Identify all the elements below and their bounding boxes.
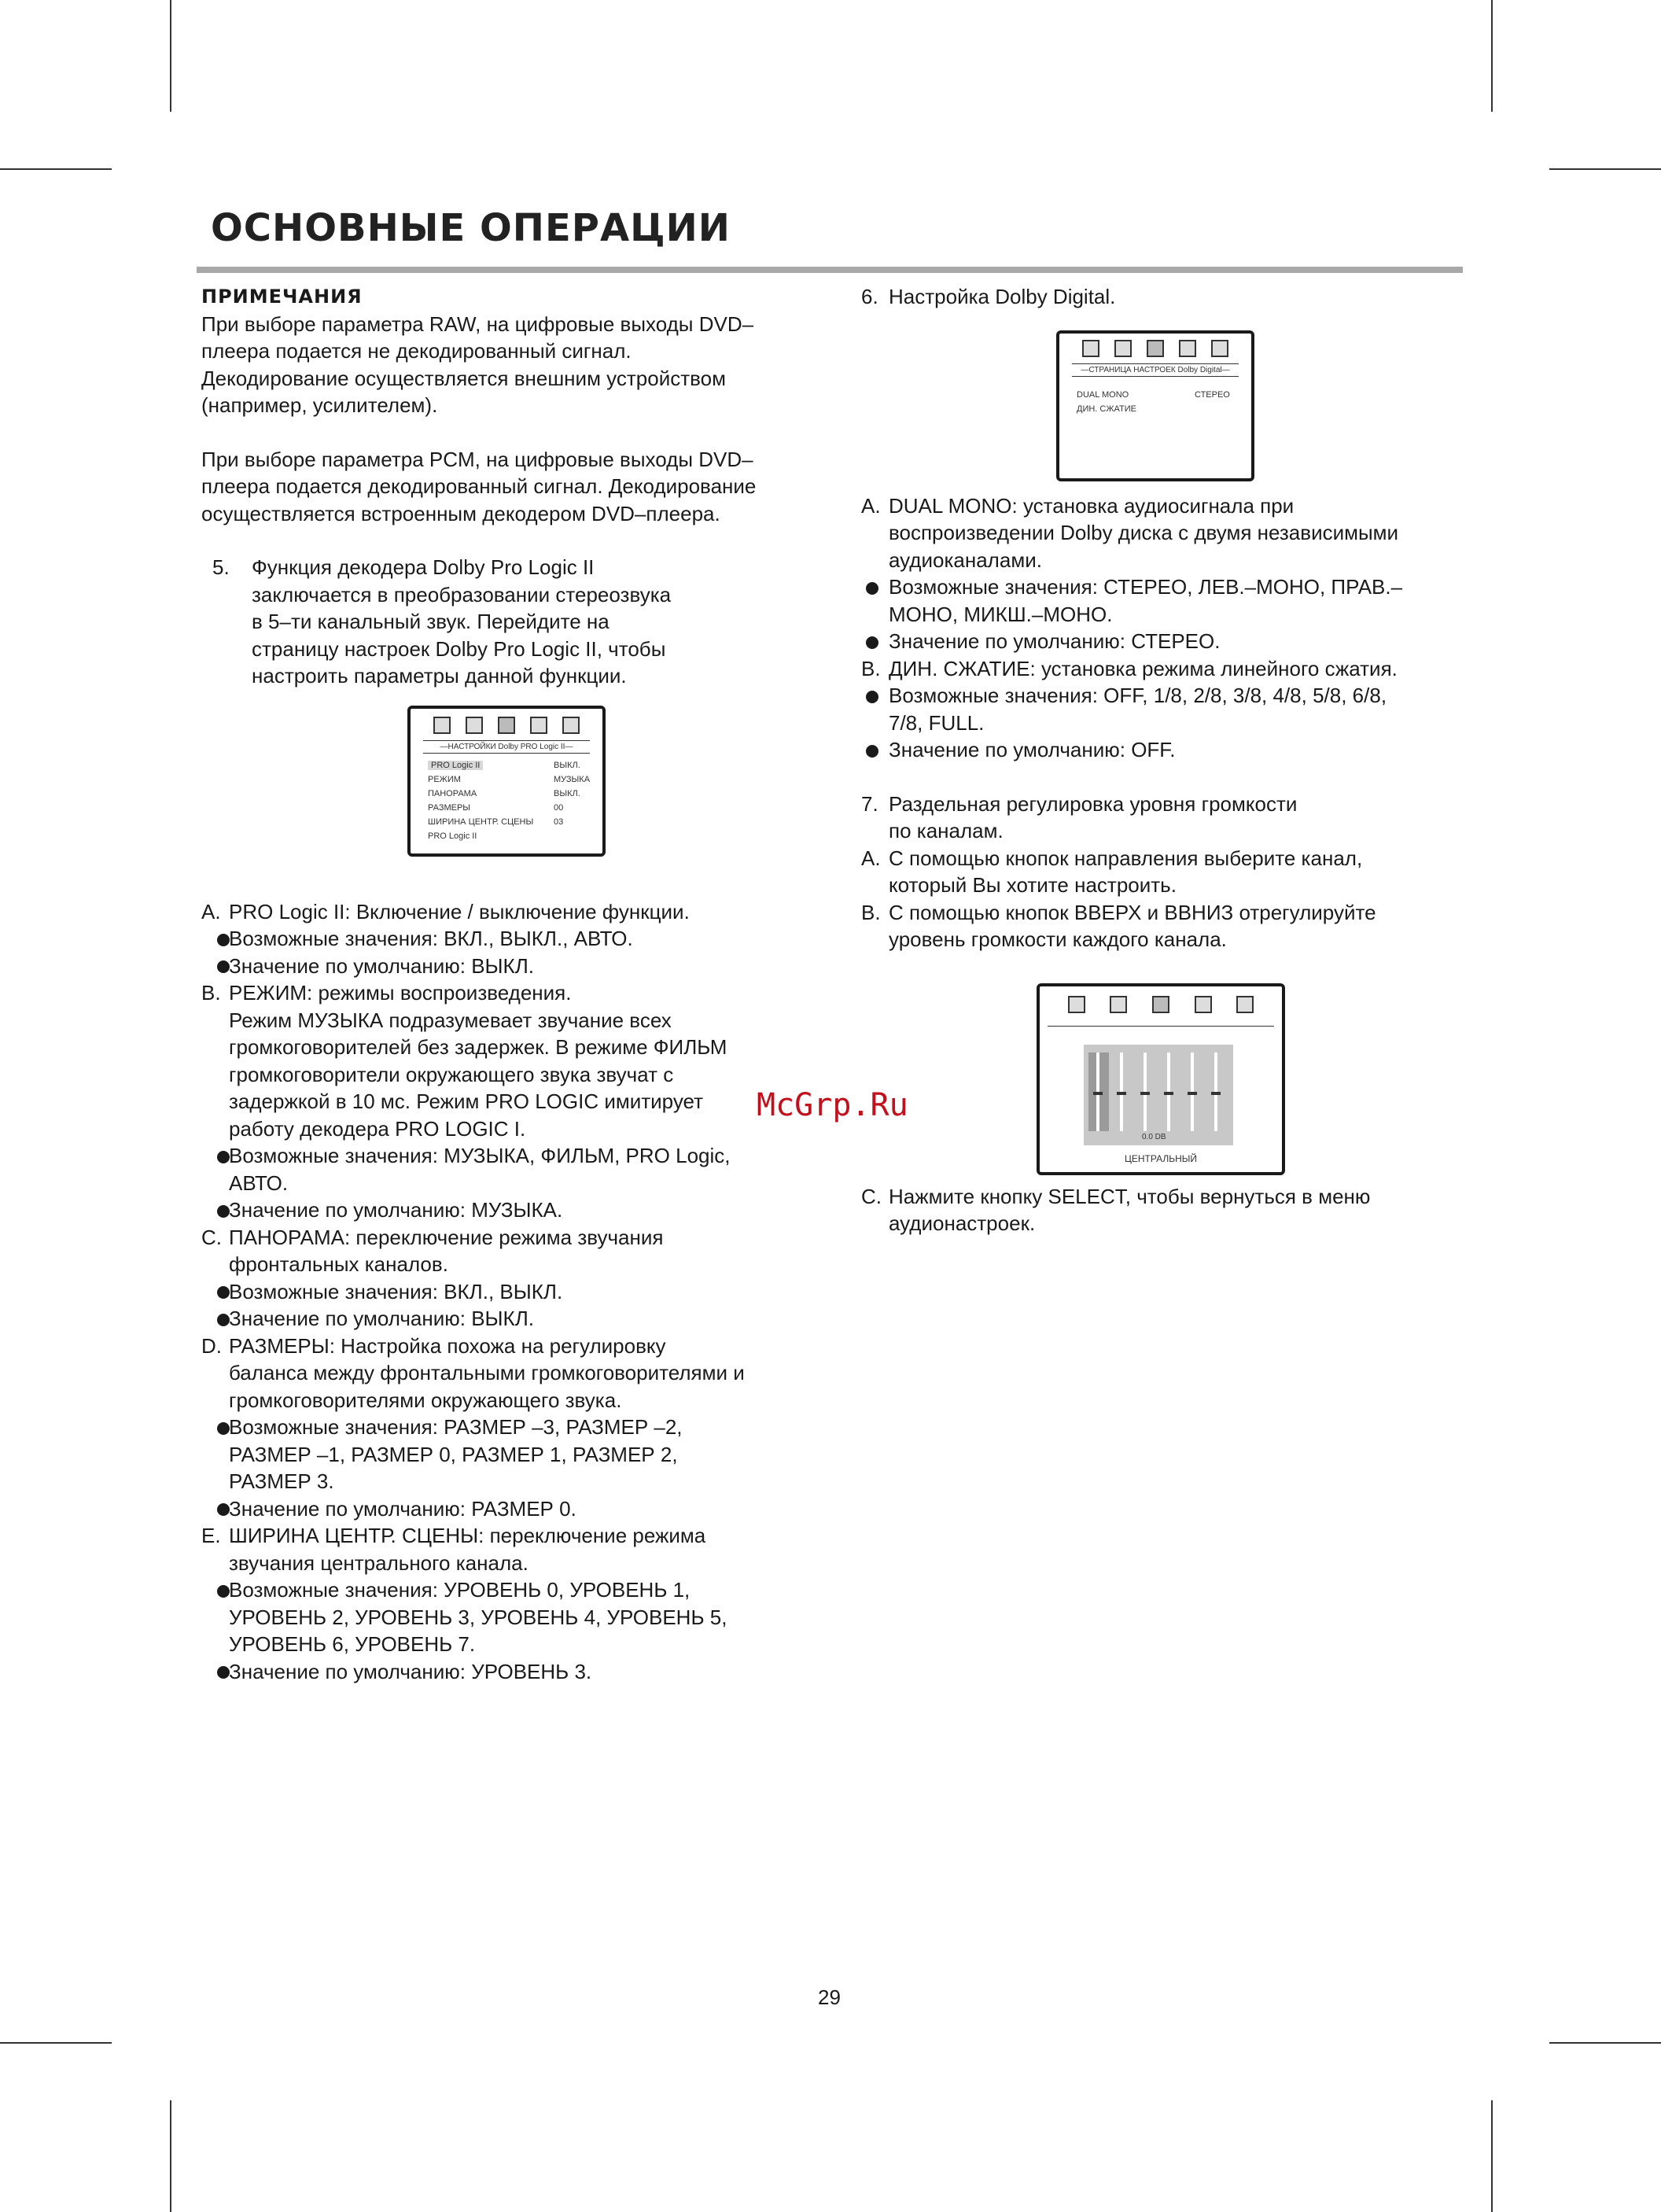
channel-slider[interactable] <box>1096 1053 1099 1131</box>
osd-header: —НАСТРОЙКИ Dolby PRO Logic II— <box>423 740 590 754</box>
bullet-item <box>201 1196 823 1224</box>
sub-item-b <box>861 655 1467 683</box>
notes-line: При выборе параметра PCM, на цифровые выходы DVD– <box>201 447 753 471</box>
item-text: РЕЖИМ: режимы воспроизведения. <box>229 981 572 1005</box>
crop-mark <box>0 168 112 170</box>
item-text: громкоговорители окружающего звука звучат с <box>229 1062 674 1086</box>
item-text: PRO Logic II: Включение / выключение функции. <box>229 899 690 924</box>
disc-icon <box>530 717 547 734</box>
item-number: 6. <box>861 285 878 308</box>
page-number: 29 <box>818 1985 841 2009</box>
bullet-item <box>201 1278 823 1306</box>
bullet-icon <box>866 691 878 703</box>
bullet-item <box>861 682 1467 736</box>
osd-row-label: PRO Logic II <box>428 831 477 841</box>
osd-channel-level-screen <box>1037 983 1285 1175</box>
left-column <box>201 283 823 1685</box>
osd-row-label: ШИРИНА ЦЕНТР. СЦЕНЫ <box>428 817 534 827</box>
osd-row-value: ВЫКЛ. <box>554 761 580 770</box>
crop-mark <box>1491 0 1493 112</box>
title-rule <box>197 267 1463 273</box>
notes-line: осуществляется встроенным декодером DVD–плеера. <box>201 501 720 525</box>
osd-dolby-digital-screen <box>1056 330 1254 481</box>
bullet-icon <box>217 1286 230 1299</box>
bullet-item <box>201 1305 823 1333</box>
item-text: ДИН. СЖАТИЕ: установка режима линейного сжатия. <box>889 656 1398 680</box>
disc-icon <box>1195 996 1212 1013</box>
item-text: громкоговорителей без задержек. В режиме ФИЛЬМ <box>229 1035 727 1059</box>
speaker-icon <box>1110 996 1127 1013</box>
bullet-item <box>201 953 823 980</box>
sub-item-d <box>201 1333 823 1414</box>
item-letter: B. <box>201 981 221 1005</box>
channel-name: ЦЕНТРАЛЬНЫЙ <box>1124 1153 1197 1164</box>
page-title: ОСНОВНЫЕ ОПЕРАЦИИ <box>211 206 731 250</box>
bullet-icon <box>217 1503 230 1516</box>
crop-mark <box>1549 168 1661 170</box>
item-text: уровень громкости каждого канала. <box>889 927 1227 951</box>
item-letter: C. <box>861 1184 882 1208</box>
item-text: 7/8, FULL. <box>889 710 985 735</box>
sub-item-a <box>861 845 1467 899</box>
bullet-item <box>201 1414 823 1495</box>
channel-slider[interactable] <box>1120 1053 1123 1131</box>
item-text: Режим МУЗЫКА подразумевает звучание всех <box>229 1008 672 1032</box>
osd-icon-bar <box>426 717 587 734</box>
item-text: Значение по умолчанию: OFF. <box>889 738 1176 761</box>
notes-line: плеера подается не декодированный сигнал. <box>201 339 632 363</box>
speaker-icon <box>466 717 483 734</box>
osd-row-value: 00 <box>554 803 564 813</box>
item-text: Значение по умолчанию: РАЗМЕР 0. <box>229 1496 576 1521</box>
item-text: С помощью кнопок ВВЕРХ и ВВНИЗ отрегулируйте <box>889 900 1376 924</box>
osd-row-label: РАЗМЕРЫ <box>428 803 471 813</box>
bullet-icon <box>217 1151 230 1163</box>
item-text: Раздельная регулировка уровня громкости <box>889 791 1298 816</box>
item-text: МОНО, МИКШ.–МОНО. <box>889 602 1113 626</box>
item-text: ШИРИНА ЦЕНТР. СЦЕНЫ: переключение режима <box>229 1524 706 1547</box>
osd-row-label: DUAL MONO <box>1077 390 1129 400</box>
osd-row-value: МУЗЫКА <box>554 775 591 784</box>
list-item-7 <box>861 791 1467 845</box>
item-text: громкоговорителями окружающего звука. <box>229 1388 622 1412</box>
item-letter: C. <box>201 1225 222 1249</box>
osd-row-value: 03 <box>554 817 564 827</box>
bullet-item <box>201 925 823 953</box>
item-text: Возможные значения: МУЗЫКА, ФИЛЬМ, PRO Logic, <box>229 1144 731 1167</box>
bullet-item <box>861 573 1467 628</box>
list-item-5 <box>201 554 823 690</box>
bullet-item <box>201 1576 823 1658</box>
sub-item-b <box>861 899 1467 953</box>
sub-item-a <box>861 492 1467 574</box>
item-text: Возможные значения: УРОВЕНЬ 0, УРОВЕНЬ 1, <box>229 1578 691 1602</box>
item-text: баланса между фронтальными громкоговорителями и <box>229 1361 745 1384</box>
item-text: работу декодера PRO LOGIC I. <box>229 1116 526 1141</box>
bullet-item <box>861 736 1467 764</box>
settings-icon <box>1211 340 1228 357</box>
item-text: УРОВЕНЬ 6, УРОВЕНЬ 7. <box>229 1632 476 1656</box>
bullet-item <box>201 1658 823 1686</box>
item-text: Возможные значения: OFF, 1/8, 2/8, 3/8, 4/8, 5/8, 6/8, <box>889 684 1387 707</box>
item-text: который Вы хотите настроить. <box>889 873 1177 897</box>
sub-item-a <box>201 898 823 926</box>
item-letter: B. <box>861 656 881 680</box>
bullet-icon <box>217 1585 230 1598</box>
notes-line: При выборе параметра RAW, на цифровые выходы DVD– <box>201 312 754 336</box>
item-text: С помощью кнопок направления выберите канал, <box>889 846 1363 870</box>
item-text: Настройка Dolby Digital. <box>889 285 1116 308</box>
audio-icon <box>1152 996 1169 1013</box>
crop-mark <box>0 2042 112 2044</box>
bullet-icon <box>217 1666 230 1679</box>
osd-icon-bar <box>1055 996 1266 1013</box>
notes-heading: ПРИМЕЧАНИЯ <box>201 286 363 308</box>
image-icon <box>433 717 451 734</box>
osd-icon-bar <box>1075 340 1236 357</box>
item-text: аудионастроек. <box>889 1211 1036 1235</box>
osd-selected-label: PRO Logic II <box>428 761 483 770</box>
item-text: заключается в преобразовании стереозвука <box>252 582 672 606</box>
item-text: Возможные значения: ВКЛ., ВЫКЛ., АВТО. <box>229 927 633 950</box>
bullet-icon <box>866 582 878 595</box>
crop-mark <box>170 2100 171 2212</box>
image-icon <box>1082 340 1099 357</box>
item-text: РАЗМЕР 3. <box>229 1469 334 1493</box>
bullet-icon <box>217 1314 230 1326</box>
item-text: DUAL MONO: установка аудиосигнала при <box>889 493 1295 518</box>
slider-knob[interactable] <box>1093 1092 1103 1095</box>
item-text: по каналам. <box>889 819 1004 842</box>
slider-knob[interactable] <box>1211 1092 1221 1095</box>
channel-slider[interactable] <box>1144 1053 1147 1131</box>
item-text: настроить параметры данной функции. <box>252 664 627 688</box>
audio-icon <box>1147 340 1164 357</box>
item-text: в 5–ти канальный звук. Перейдите на <box>252 610 610 633</box>
bullet-item <box>201 1142 823 1196</box>
item-text: АВТО. <box>229 1171 289 1195</box>
bullet-item <box>861 628 1467 655</box>
level-value: 0.0 DB <box>1142 1133 1166 1141</box>
crop-mark <box>170 0 171 112</box>
crop-mark <box>1549 2042 1661 2044</box>
osd-header: —СТРАНИЦА НАСТРОЕК Dolby Digital— <box>1072 363 1239 377</box>
channel-slider[interactable] <box>1191 1053 1194 1131</box>
bullet-icon <box>217 1205 230 1218</box>
osd-row-value: СТЕРЕО <box>1195 390 1230 400</box>
osd-row-label: ПАНОРАМА <box>428 789 477 798</box>
sub-item-c <box>861 1183 1467 1237</box>
item-text: Нажмите кнопку SELECT, чтобы вернуться в меню <box>889 1184 1371 1208</box>
item-text: Возможные значения: ВКЛ., ВЫКЛ. <box>229 1279 563 1303</box>
item-number: 5. <box>212 555 230 579</box>
list-item-6 <box>861 283 1467 311</box>
bullet-icon <box>217 934 230 946</box>
bullet-icon <box>217 1422 230 1435</box>
sub-item-b <box>201 979 823 1142</box>
crop-mark <box>1491 2100 1493 2212</box>
slider-knob[interactable] <box>1188 1092 1197 1095</box>
item-text: ПАНОРАМА: переключение режима звучания <box>229 1225 664 1249</box>
item-text: Значение по умолчанию: МУЗЫКА. <box>229 1198 563 1222</box>
channel-slider[interactable] <box>1214 1053 1217 1131</box>
item-text: звучания центрального канала. <box>229 1550 528 1575</box>
item-letter: A. <box>861 846 881 870</box>
item-text: Значение по умолчанию: ВЫКЛ. <box>229 953 534 978</box>
bullet-icon <box>217 960 230 973</box>
image-icon <box>1068 996 1085 1013</box>
bullet-item <box>201 1495 823 1523</box>
item-text: Функция декодера Dolby Pro Logic II <box>252 555 595 579</box>
item-text: Значение по умолчанию: УРОВЕНЬ 3. <box>229 1659 592 1683</box>
slider-knob[interactable] <box>1164 1092 1173 1095</box>
slider-knob[interactable] <box>1140 1092 1150 1095</box>
settings-icon <box>1236 996 1254 1013</box>
osd-row-label: РЕЖИМ <box>428 775 461 784</box>
bullet-icon <box>866 745 878 758</box>
slider-knob[interactable] <box>1117 1092 1126 1095</box>
channel-slider[interactable] <box>1167 1053 1170 1131</box>
watermark: McGrp.Ru <box>757 1087 908 1123</box>
osd-row-label <box>428 761 483 770</box>
bullet-icon <box>866 636 878 649</box>
notes-line: (например, усилителем). <box>201 393 438 417</box>
item-text: Значение по умолчанию: СТЕРЕО. <box>889 629 1221 653</box>
disc-icon <box>1179 340 1196 357</box>
speaker-icon <box>1114 340 1132 357</box>
item-text: РАЗМЕР –1, РАЗМЕР 0, РАЗМЕР 1, РАЗМЕР 2, <box>229 1442 678 1466</box>
item-letter: E. <box>201 1524 221 1547</box>
item-text: УРОВЕНЬ 2, УРОВЕНЬ 3, УРОВЕНЬ 4, УРОВЕНЬ 5, <box>229 1605 727 1629</box>
item-text: страницу настроек Dolby Pro Logic II, чтобы <box>252 636 666 661</box>
item-number: 7. <box>861 791 878 816</box>
item-text: Возможные значения: РАЗМЕР –3, РАЗМЕР –2, <box>229 1415 683 1439</box>
item-text: задержкой в 10 мс. Режим PRO LOGIC имитирует <box>229 1089 704 1113</box>
item-text: Значение по умолчанию: ВЫКЛ. <box>229 1307 534 1330</box>
item-text: РАЗМЕРЫ: Настройка похожа на регулировку <box>229 1333 666 1358</box>
notes-line: плеера подается декодированный сигнал. Декодирование <box>201 474 757 498</box>
item-text: Возможные значения: СТЕРЕО, ЛЕВ.–МОНО, ПРАВ.– <box>889 575 1403 599</box>
osd-prologic-screen <box>407 706 606 857</box>
item-letter: D. <box>201 1333 222 1358</box>
level-panel <box>1084 1045 1233 1145</box>
sub-item-c <box>201 1224 823 1278</box>
audio-icon <box>498 717 515 734</box>
osd-row-label: ДИН. СЖАТИЕ <box>1077 404 1136 414</box>
item-letter: A. <box>861 493 881 518</box>
osd-row-value: ВЫКЛ. <box>554 789 580 798</box>
settings-icon <box>562 717 580 734</box>
item-text: фронтальных каналов. <box>229 1252 448 1276</box>
item-letter: A. <box>201 899 221 924</box>
item-text: воспроизведении Dolby диска с двумя независимыми <box>889 521 1399 544</box>
item-text: аудиоканалами. <box>889 547 1042 572</box>
notes-line: Декодирование осуществляется внешним устройством <box>201 366 726 390</box>
item-letter: B. <box>861 900 881 924</box>
sub-item-e <box>201 1522 823 1576</box>
